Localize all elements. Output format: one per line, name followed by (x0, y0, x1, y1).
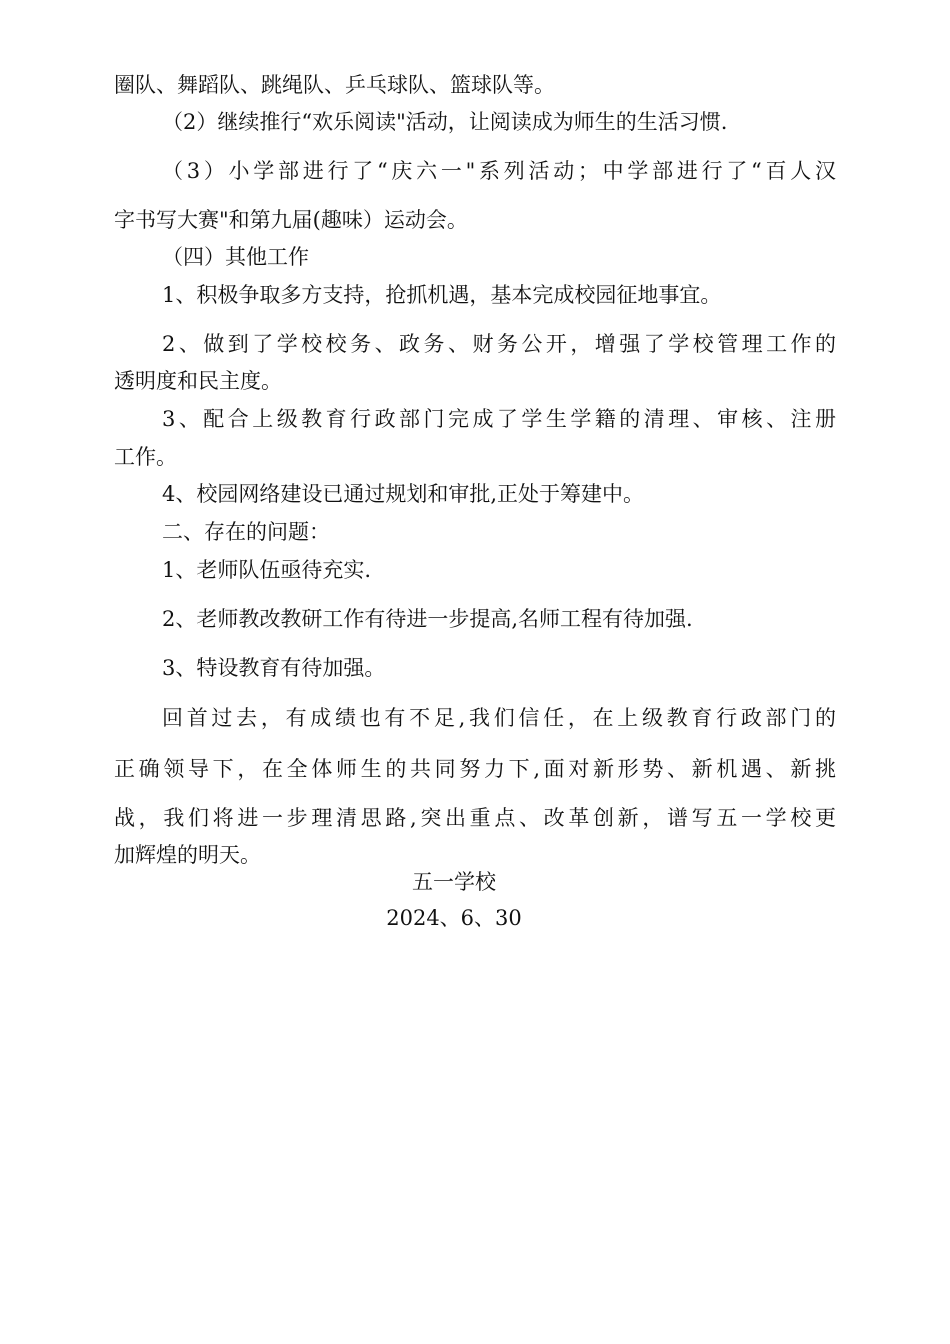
text-line: 回首过去，有成绩也有不足,我们信任，在上级教育行政部门的 (162, 706, 836, 730)
text-line: 加辉煌的明天。 (114, 843, 261, 867)
section-heading: （四）其他工作 (162, 245, 309, 269)
text-line: 1、积极争取多方支持，抢抓机遇，基本完成校园征地事宜。 (162, 283, 722, 307)
text-line: 正确领导下，在全体师生的共同努力下,面对新形势、新机遇、新挑 (114, 757, 836, 781)
section-heading: 二、存在的问题： (162, 520, 330, 544)
text-line: （3）小学部进行了“庆六一"系列活动；中学部进行了“百人汉 (162, 159, 836, 183)
text-line: （2）继续推行“欢乐阅读"活动，让阅读成为师生的生活习惯. (162, 110, 728, 134)
text-line: 3、特设教育有待加强。 (162, 656, 386, 680)
text-line: 圈队、舞蹈队、跳绳队、乒乓球队、篮球队等。 (114, 73, 555, 97)
text-line: 透明度和民主度。 (114, 369, 282, 393)
signature: 五一学校 (412, 870, 496, 894)
text-line: 3、配合上级教育行政部门完成了学生学籍的清理、审核、注册 (162, 407, 836, 431)
text-line: 战，我们将进一步理清思路,突出重点、改革创新，谱写五一学校更 (114, 806, 836, 830)
text-line: 1、老师队伍亟待充实. (162, 558, 372, 582)
date: 2024、6、30 (386, 906, 522, 930)
text-line: 工作。 (114, 445, 177, 469)
text-line: 2、做到了学校校务、政务、财务公开，增强了学校管理工作的 (162, 332, 836, 356)
text-line: 2、老师教改教研工作有待进一步提高,名师工程有待加强. (162, 607, 693, 631)
text-line: 字书写大赛"和第九届(趣味）运动会。 (114, 208, 468, 232)
text-line: 4、校园网络建设已通过规划和审批,正处于筹建中。 (162, 482, 645, 506)
